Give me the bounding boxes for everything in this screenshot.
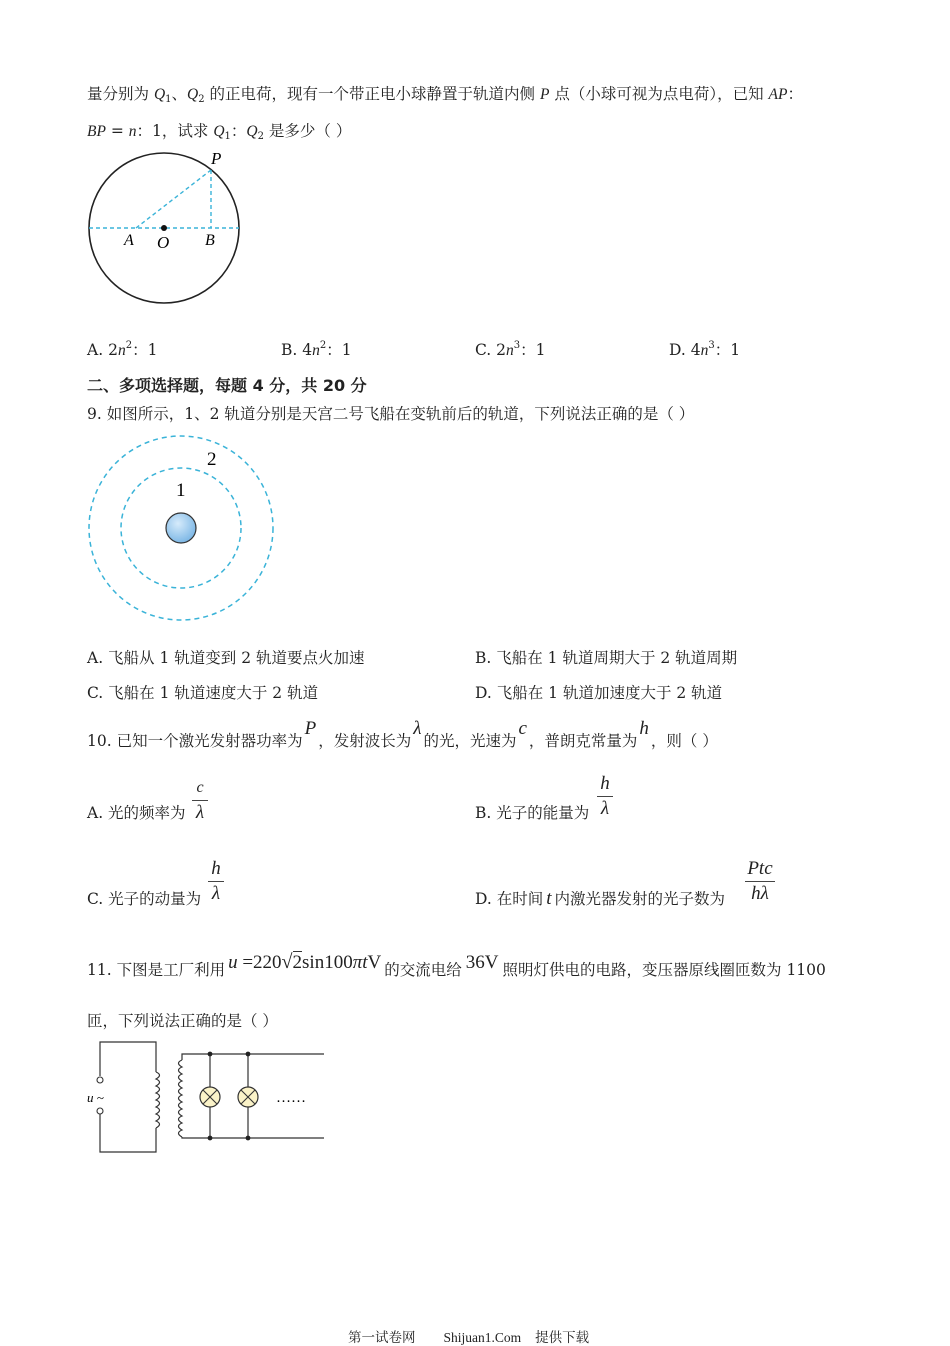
- q1-symbol: Q: [213, 123, 225, 140]
- fraction-bar: [745, 881, 775, 882]
- ap-line: [136, 170, 211, 228]
- sqrt-sign: √: [281, 951, 293, 973]
- q8-text: 、: [171, 85, 188, 103]
- footer-provide: 提供下载: [535, 1330, 590, 1346]
- label-a: A: [124, 232, 134, 249]
- label-b: B: [205, 232, 215, 249]
- symbol-t: t: [546, 888, 552, 909]
- var: n: [700, 342, 709, 359]
- center-point: [161, 225, 167, 231]
- q10-option-a[interactable]: A. 光的频率为: [87, 804, 186, 822]
- primary-coil: [156, 1072, 160, 1128]
- q2-symbol: Q: [246, 123, 258, 140]
- q9-stem: 9. 如图所示，1、2 轨道分别是天宫二号飞船在变轨前后的轨道，下列说法正确的是（ ）: [87, 405, 695, 423]
- q8-option-c[interactable]: [475, 338, 546, 360]
- orbit-1-label: 1: [176, 480, 186, 501]
- q10-text: ，发射波长为: [318, 732, 412, 750]
- ratio-tail: ：1: [520, 341, 546, 359]
- q10-c-fraction: [208, 858, 224, 904]
- source-label: u ~: [87, 1090, 104, 1105]
- junction-dot: [208, 1136, 213, 1141]
- coef: 2: [108, 341, 118, 359]
- option-letter: D.: [669, 341, 691, 359]
- q10-b-fraction: [597, 773, 613, 819]
- q10-a-fraction: [192, 777, 208, 823]
- q2-symbol: Q: [187, 86, 199, 103]
- section-heading: 二、多项选择题，每题 4 分，共 20 分: [87, 376, 367, 395]
- junction-dot: [246, 1136, 251, 1141]
- q11-text: 的交流电给: [384, 961, 462, 979]
- subscript: 1: [224, 131, 231, 142]
- q1-symbol: Q: [153, 86, 166, 103]
- exponent: 3: [513, 340, 521, 351]
- option-text: 内激光器发射的光子数为: [554, 890, 726, 908]
- numerator: c: [196, 779, 204, 796]
- q8-circle-figure: [80, 145, 250, 310]
- terminal-top: [97, 1077, 103, 1083]
- q11-stem-line1: [87, 951, 826, 981]
- label-p: P: [211, 149, 222, 168]
- coef: 2: [496, 341, 507, 359]
- primary-wire-bottom: [100, 1111, 156, 1152]
- ap-symbol: AP: [768, 86, 788, 103]
- footer-site-link[interactable]: Shijuan1.Com: [443, 1330, 522, 1345]
- exponent: 3: [708, 340, 715, 351]
- option-letter: B.: [281, 341, 303, 359]
- q8-stem-line2: [87, 119, 351, 142]
- option-letter: C.: [475, 341, 497, 359]
- q11-text: 照明灯供电的电路，变压器原线圈匝数为 1100: [502, 961, 826, 979]
- q8-option-a[interactable]: [87, 338, 157, 360]
- p-symbol: P: [539, 86, 550, 103]
- secondary-wire-bottom: [182, 1137, 324, 1138]
- sqrt-radicand: 2: [292, 952, 303, 973]
- junction-dot: [246, 1052, 251, 1057]
- formula-t: t: [362, 952, 368, 973]
- ratio-tail: ：1: [326, 341, 352, 359]
- q10-text: ，普朗克常量为: [528, 732, 638, 750]
- bp-symbol: BP: [87, 123, 106, 140]
- q11-circuit-figure: [84, 1036, 329, 1158]
- ratio-tail: ：1: [714, 341, 741, 359]
- ratio-tail: ：1: [132, 341, 158, 359]
- formula-sin: sin100: [302, 952, 353, 973]
- q8-text: 是多少（ ）: [264, 122, 352, 140]
- q10-text: 10. 已知一个激光发射器功率为: [87, 732, 303, 750]
- secondary-coil: [179, 1060, 183, 1137]
- footer: [348, 1326, 589, 1346]
- q8-stem-line1: [87, 82, 803, 105]
- subscript: 1: [165, 94, 172, 105]
- symbol-c: c: [518, 718, 527, 739]
- q8-text: 点（小球可视为点电荷），已知: [549, 85, 769, 103]
- orbit-2-label: 2: [207, 449, 217, 470]
- q9-option-b[interactable]: B. 飞船在 1 轨道周期大于 2 轨道周期: [475, 649, 738, 667]
- formula-eq: =220: [242, 952, 282, 973]
- junction-dot: [208, 1052, 213, 1057]
- symbol-lambda: λ: [413, 718, 422, 739]
- secondary-wire-top: [182, 1054, 324, 1060]
- formula-u: u: [228, 952, 238, 973]
- q8-option-d[interactable]: [669, 338, 740, 360]
- denominator: λ: [211, 883, 221, 904]
- fraction-bar: [208, 881, 224, 882]
- earth-planet: [166, 513, 196, 543]
- symbol-h: h: [639, 718, 649, 739]
- fraction-bar: [597, 796, 613, 797]
- q8-option-b[interactable]: [281, 338, 352, 360]
- label-o: O: [157, 233, 170, 252]
- q8-text: ：1，试求: [136, 122, 214, 140]
- coef: 4: [302, 341, 313, 359]
- lamp-1-icon: [200, 1087, 220, 1107]
- subscript: 2: [198, 94, 205, 105]
- numerator: Ptc: [747, 858, 773, 879]
- q9-option-c[interactable]: C. 飞船在 1 轨道速度大于 2 轨道: [87, 684, 319, 702]
- q8-text: ：: [230, 122, 247, 140]
- option-letter: A.: [87, 341, 109, 359]
- subscript: 2: [257, 131, 264, 142]
- terminal-bottom: [97, 1108, 103, 1114]
- symbol-p: P: [304, 718, 317, 739]
- q10-text: ，则（ ）: [650, 732, 718, 750]
- q9-orbit-figure: [84, 432, 280, 628]
- coef: 4: [690, 341, 701, 359]
- fraction-bar: [192, 800, 208, 801]
- lamp-voltage: 36V: [465, 952, 499, 973]
- denominator: λ: [600, 798, 610, 819]
- voltage-formula: [228, 952, 381, 973]
- var: n: [117, 342, 126, 359]
- numerator: h: [211, 858, 221, 879]
- n-symbol: n: [128, 123, 137, 140]
- formula-pi: π: [352, 952, 363, 973]
- numerator: h: [600, 773, 610, 794]
- var: n: [312, 342, 320, 359]
- q8-text: =: [105, 122, 129, 140]
- denominator: hλ: [751, 883, 769, 904]
- q8-text: 量分别为: [87, 85, 154, 103]
- q8-text: 的正电荷，现有一个带正电小球静置于轨道内侧: [204, 85, 540, 103]
- q8-text: ：: [787, 85, 803, 103]
- q10-option-b[interactable]: B. 光子的能量为: [475, 804, 590, 822]
- q9-option-a[interactable]: A. 飞船从 1 轨道变到 2 轨道要点火加速: [87, 649, 365, 667]
- more-lamps-ellipsis: ……: [276, 1090, 306, 1106]
- var: n: [506, 342, 514, 359]
- exponent: 2: [125, 340, 133, 351]
- q11-stem-line2: 匝，下列说法正确的是（ ）: [87, 1012, 278, 1030]
- q9-option-d[interactable]: D. 飞船在 1 轨道加速度大于 2 轨道: [475, 684, 723, 702]
- option-text: D. 在时间: [475, 890, 544, 908]
- formula-unit: V: [367, 952, 382, 973]
- q10-text: 的光，光速为: [423, 732, 517, 750]
- footer-site-cn: 第一试卷网: [348, 1330, 416, 1346]
- primary-wire-top: [100, 1042, 156, 1076]
- lamp-2-icon: [238, 1087, 258, 1107]
- q10-option-c[interactable]: C. 光子的动量为: [87, 890, 202, 908]
- q11-text: 11. 下图是工厂利用: [87, 961, 226, 979]
- exponent: 2: [319, 340, 327, 351]
- q10-option-d[interactable]: [475, 887, 725, 910]
- q10-d-fraction: [745, 858, 775, 904]
- denominator: λ: [195, 802, 205, 823]
- q10-stem: [87, 718, 718, 752]
